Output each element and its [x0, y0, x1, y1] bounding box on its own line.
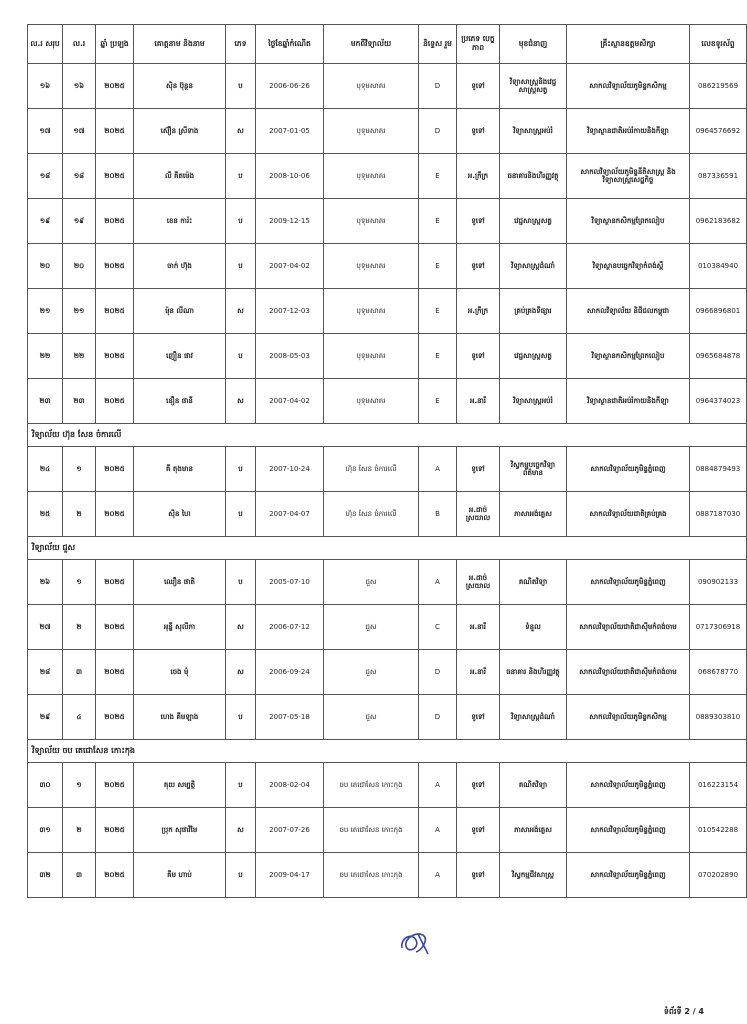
cell-sex: ប: [226, 492, 256, 537]
cell-grade: A: [419, 560, 457, 605]
cell-candidate-type: អ.នារី: [457, 605, 500, 650]
cell-phone: 016223154: [690, 763, 747, 808]
cell-grade: E: [419, 289, 457, 334]
cell-school: បុទុមសាគរ: [324, 109, 419, 154]
col-school: មកពីវិទ្យាល័យ: [324, 25, 419, 64]
cell-sex: ស: [226, 289, 256, 334]
cell-phone: 0964576692: [690, 109, 747, 154]
cell-row-no: ២០: [63, 244, 96, 289]
cell-row-no: ១: [63, 447, 96, 492]
cell-phone: 0962183682: [690, 199, 747, 244]
cell-grade: C: [419, 605, 457, 650]
cell-row-no: ១៦: [63, 64, 96, 109]
table-row: [28, 492, 747, 537]
cell-row-no: ១: [63, 763, 96, 808]
col-grade: និទ្ទេស រួម: [419, 25, 457, 64]
cell-phone: 0884879493: [690, 447, 747, 492]
cell-total-no: ១៩: [28, 199, 63, 244]
col-dob: ថ្ងៃខែឆ្នាំកំណើត: [256, 25, 324, 64]
col-name: គោត្តនាម និងនាម: [134, 25, 226, 64]
cell-row-no: ២១: [63, 289, 96, 334]
col-exam-year: ឆ្នាំ ប្រឡង: [96, 25, 134, 64]
cell-row-no: ៣: [63, 650, 96, 695]
table-row: [28, 199, 747, 244]
cell-phone: 0889303810: [690, 695, 747, 740]
page-number: ទំព័រទី 2 / 4: [663, 1007, 704, 1016]
cell-birth-date: 2007-10-24: [256, 447, 324, 492]
cell-total-no: ៣២: [28, 853, 63, 898]
cell-birth-date: 2008-05-03: [256, 334, 324, 379]
cell-sex: ប: [226, 853, 256, 898]
cell-phone: 010542288: [690, 808, 747, 853]
cell-birth-date: 2007-12-03: [256, 289, 324, 334]
cell-exam-year: ២០២៥: [96, 379, 134, 424]
cell-phone: 087336591: [690, 154, 747, 199]
table-row: [28, 650, 747, 695]
cell-institution: វិទ្យាស្ថានជាតិអប់រំកាយនិងកីឡា: [567, 379, 690, 424]
scholarship-table: [27, 24, 747, 898]
cell-candidate-type: អ.ក្រីក្រ: [457, 289, 500, 334]
cell-exam-year: ២០២៥: [96, 853, 134, 898]
cell-candidate-type: ទូទៅ: [457, 64, 500, 109]
cell-student-name: ញឿន ផាវ: [134, 334, 226, 379]
table-row: [28, 695, 747, 740]
cell-school: បុទុមសាគរ: [324, 334, 419, 379]
cell-candidate-type: អ.នារី: [457, 379, 500, 424]
cell-birth-date: 2008-10-06: [256, 154, 324, 199]
cell-student-name: ឈឿន ផាតិ: [134, 560, 226, 605]
cell-school: ជួស: [324, 650, 419, 695]
cell-institution: សាកលវិទ្យាល័យជាតិគ្រប់គ្រង: [567, 492, 690, 537]
cell-school: បុទុមសាគរ: [324, 199, 419, 244]
cell-candidate-type: ទូទៅ: [457, 109, 500, 154]
cell-phone: 010384940: [690, 244, 747, 289]
cell-birth-date: 2007-07-26: [256, 808, 324, 853]
table-row: [28, 334, 747, 379]
cell-total-no: ១៨: [28, 154, 63, 199]
signature-mark: [398, 928, 432, 958]
cell-birth-date: 2006-09-24: [256, 650, 324, 695]
cell-birth-date: 2007-04-02: [256, 379, 324, 424]
col-institution: គ្រឹះស្ថានឧត្តមសិក្សា: [567, 25, 690, 64]
section-row: [28, 740, 747, 763]
cell-grade: A: [419, 447, 457, 492]
cell-student-name: ស៊ិន ប៊ុន្ថន: [134, 64, 226, 109]
cell-candidate-type: អ.ដាច់ស្រយាល: [457, 492, 500, 537]
cell-total-no: ២១: [28, 289, 63, 334]
cell-institution: សាកលវិទ្យាល័យភូមិន្ទភ្នំពេញ: [567, 560, 690, 605]
cell-phone: 0964374023: [690, 379, 747, 424]
cell-total-no: ២៧: [28, 605, 63, 650]
cell-major: វិស្វកម្មបច្ចេកវិទ្យាព័ត៌មាន: [500, 447, 567, 492]
cell-student-name: គីម ហាប់: [134, 853, 226, 898]
cell-student-name: អុន្នី សុលីកា: [134, 605, 226, 650]
cell-major: ភាសាអង់គ្លេស: [500, 808, 567, 853]
cell-school: ជួស: [324, 695, 419, 740]
cell-grade: A: [419, 763, 457, 808]
cell-institution: សាកលវិទ្យាល័យ និជីជលកម្ពុជា: [567, 289, 690, 334]
cell-sex: ប: [226, 199, 256, 244]
cell-major: គណិតវិទ្យា: [500, 560, 567, 605]
table-row: [28, 154, 747, 199]
table-header-row: [28, 25, 747, 64]
cell-school: ជួស: [324, 605, 419, 650]
cell-exam-year: ២០២៥: [96, 64, 134, 109]
cell-institution: វិទ្យាស្ថានជាតិអប់រំកាយនិងកីឡា: [567, 109, 690, 154]
table-row: [28, 379, 747, 424]
cell-grade: E: [419, 334, 457, 379]
cell-phone: 070202890: [690, 853, 747, 898]
cell-row-no: ៤: [63, 695, 96, 740]
cell-student-name: គុយ សម្បត្តិ: [134, 763, 226, 808]
cell-grade: E: [419, 244, 457, 289]
cell-exam-year: ២០២៥: [96, 289, 134, 334]
table-row: [28, 808, 747, 853]
cell-major: ភាសាអង់គ្លេស: [500, 492, 567, 537]
cell-sex: ស: [226, 379, 256, 424]
table-row: [28, 763, 747, 808]
cell-row-no: ២: [63, 492, 96, 537]
cell-sex: ប: [226, 244, 256, 289]
cell-birth-date: 2006-07-12: [256, 605, 324, 650]
cell-institution: សាកលវិទ្យាល័យភូមិន្ទកសិកម្ម: [567, 64, 690, 109]
col-no: ល.រ: [63, 25, 96, 64]
cell-exam-year: ២០២៥: [96, 334, 134, 379]
cell-exam-year: ២០២៥: [96, 199, 134, 244]
cell-student-name: លី គីតម៉េង: [134, 154, 226, 199]
cell-school: ចប តេជោសែន កោះកុង: [324, 808, 419, 853]
cell-sex: ប: [226, 560, 256, 605]
cell-total-no: ១៧: [28, 109, 63, 154]
cell-student-name: ហេង គីមឡាង: [134, 695, 226, 740]
table-row: [28, 64, 747, 109]
cell-institution: សាកលវិទ្យាល័យភូមិន្ទកសិកម្ម: [567, 695, 690, 740]
cell-candidate-type: ទូទៅ: [457, 695, 500, 740]
cell-row-no: ២៣: [63, 379, 96, 424]
cell-birth-date: 2009-04-17: [256, 853, 324, 898]
cell-sex: ស: [226, 808, 256, 853]
cell-major: វិទ្យាសាស្ត្រដំណាំ: [500, 244, 567, 289]
cell-institution: វិទ្យាស្ថានកសិកម្មព្រែកលៀប: [567, 334, 690, 379]
cell-sex: ប: [226, 334, 256, 379]
cell-row-no: ២: [63, 605, 96, 650]
cell-major: វេជ្ជសាស្ត្រសត្វ: [500, 334, 567, 379]
section-title: វិទ្យាល័យ ហ៊ុន សែន ចំការលើ: [28, 424, 747, 447]
cell-exam-year: ២០២៥: [96, 447, 134, 492]
table-row: [28, 447, 747, 492]
cell-major: គណិតវិទ្យា: [500, 763, 567, 808]
cell-institution: វិទ្យាស្ថានបច្ចេកវិទ្យាកំពង់ស្ពឺ: [567, 244, 690, 289]
cell-total-no: ២៨: [28, 650, 63, 695]
cell-student-name: ខេន ការ៉ះ: [134, 199, 226, 244]
section-row: [28, 424, 747, 447]
cell-exam-year: ២០២៥: [96, 650, 134, 695]
cell-birth-date: 2007-04-07: [256, 492, 324, 537]
cell-institution: សាកលវិទ្យាល័យភូមិន្ទភ្នំពេញ: [567, 853, 690, 898]
col-major: មុខជំនាញ: [500, 25, 567, 64]
cell-total-no: ១៦: [28, 64, 63, 109]
cell-institution: សាកលវិទ្យាល័យជាតិជាស៊ីមកំពង់ចាម: [567, 650, 690, 695]
cell-exam-year: ២០២៥: [96, 763, 134, 808]
cell-major: វិទ្យាសាស្ត្រនិងវេជ្ជសាស្ត្រសត្វ: [500, 64, 567, 109]
cell-candidate-type: ទូទៅ: [457, 199, 500, 244]
cell-school: បុទុមសាគរ: [324, 289, 419, 334]
cell-row-no: ១៨: [63, 154, 96, 199]
cell-birth-date: 2006-06-26: [256, 64, 324, 109]
cell-student-name: ស៊ិន ហៃ: [134, 492, 226, 537]
cell-row-no: ១៩: [63, 199, 96, 244]
cell-major: វិស្វកម្មជីវសាស្ត្រ: [500, 853, 567, 898]
cell-grade: D: [419, 109, 457, 154]
cell-birth-date: 2007-05-18: [256, 695, 324, 740]
col-total-no: ល.រ សរុប: [28, 25, 63, 64]
cell-grade: D: [419, 695, 457, 740]
cell-institution: សាកលវិទ្យាល័យភូមិន្ទភ្នំពេញ: [567, 763, 690, 808]
cell-institution: សាកលវិទ្យាល័យភូមិន្ទភ្នំពេញ: [567, 447, 690, 492]
cell-student-name: ចាក់ ហ៊ុង: [134, 244, 226, 289]
section-title: វិទ្យាល័យ ជួស: [28, 537, 747, 560]
cell-grade: B: [419, 492, 457, 537]
cell-sex: ប: [226, 154, 256, 199]
cell-school: ជួស: [324, 560, 419, 605]
cell-major: ធនាគារនិងហិរញ្ញវត្ថុ: [500, 154, 567, 199]
cell-grade: D: [419, 64, 457, 109]
cell-grade: D: [419, 650, 457, 695]
cell-grade: A: [419, 808, 457, 853]
cell-student-name: ម៉ុន លីណា: [134, 289, 226, 334]
cell-phone: 0966896801: [690, 289, 747, 334]
cell-major: វិទ្យាសាស្ត្រដំណាំ: [500, 695, 567, 740]
cell-phone: 090902133: [690, 560, 747, 605]
cell-candidate-type: អ.ដាច់ស្រយាល: [457, 560, 500, 605]
cell-student-name: ចេង មុំ: [134, 650, 226, 695]
cell-exam-year: ២០២៥: [96, 154, 134, 199]
cell-exam-year: ២០២៥: [96, 560, 134, 605]
cell-major: ទំនួល: [500, 605, 567, 650]
cell-total-no: ២០: [28, 244, 63, 289]
cell-total-no: ២៩: [28, 695, 63, 740]
cell-institution: សាកលវិទ្យាល័យភូមិន្ទភ្នំពេញ: [567, 808, 690, 853]
table-row: [28, 560, 747, 605]
col-sex: ភេទ: [226, 25, 256, 64]
cell-birth-date: 2007-01-05: [256, 109, 324, 154]
cell-total-no: ៣១: [28, 808, 63, 853]
cell-total-no: ២៦: [28, 560, 63, 605]
cell-birth-date: 2005-07-10: [256, 560, 324, 605]
cell-phone: 0717306918: [690, 605, 747, 650]
cell-grade: E: [419, 199, 457, 244]
cell-sex: ប: [226, 695, 256, 740]
cell-exam-year: ២០២៥: [96, 109, 134, 154]
cell-student-name: ប្រុក សុផាវិមៃ: [134, 808, 226, 853]
cell-birth-date: 2008-02-04: [256, 763, 324, 808]
cell-phone: 0965684878: [690, 334, 747, 379]
section-row: [28, 537, 747, 560]
cell-grade: A: [419, 853, 457, 898]
cell-birth-date: 2009-12-15: [256, 199, 324, 244]
col-phone: លេខទូរស័ព្ទ: [690, 25, 747, 64]
cell-major: ធនាគារ និងហិរញ្ញវត្ថុ: [500, 650, 567, 695]
cell-exam-year: ២០២៥: [96, 244, 134, 289]
cell-major: វេជ្ជសាស្ត្រសត្វ: [500, 199, 567, 244]
cell-sex: ស: [226, 650, 256, 695]
cell-school: ហ៊ុន សែន ចំការលើ: [324, 492, 419, 537]
cell-major: វិទ្យាសាស្ត្រអប់រំ: [500, 379, 567, 424]
cell-institution: សាកលវិទ្យាល័យជាតិជាស៊ីមកំពង់ចាម: [567, 605, 690, 650]
cell-institution: វិទ្យាស្ថានកសិកម្មព្រែកលៀប: [567, 199, 690, 244]
cell-student-name: ស៊ឿន ស្រីទាង: [134, 109, 226, 154]
cell-student-name: នឿន ផានី: [134, 379, 226, 424]
cell-total-no: ២២: [28, 334, 63, 379]
table-row: [28, 853, 747, 898]
cell-grade: E: [419, 379, 457, 424]
cell-exam-year: ២០២៥: [96, 808, 134, 853]
cell-institution: សាកលវិទ្យាល័យភូមិន្ទនីតិសាស្ត្រ និងវិទ្យាសាស្ត្រសេដ្ឋកិច្ច: [567, 154, 690, 199]
cell-student-name: គី តុងមាន: [134, 447, 226, 492]
cell-phone: 068678770: [690, 650, 747, 695]
table-row: [28, 605, 747, 650]
table-row: [28, 109, 747, 154]
cell-candidate-type: ទូទៅ: [457, 763, 500, 808]
cell-sex: ស: [226, 109, 256, 154]
cell-sex: ស: [226, 605, 256, 650]
cell-exam-year: ២០២៥: [96, 605, 134, 650]
cell-phone: 0887187030: [690, 492, 747, 537]
cell-row-no: ២: [63, 808, 96, 853]
cell-school: ហ៊ុន សែន ចំការលើ: [324, 447, 419, 492]
cell-candidate-type: ទូទៅ: [457, 447, 500, 492]
cell-exam-year: ២០២៥: [96, 492, 134, 537]
table-row: [28, 244, 747, 289]
section-title: វិទ្យាល័យ ចប តេជោសែន កោះកុង: [28, 740, 747, 763]
cell-school: បុទុមសាគរ: [324, 244, 419, 289]
cell-total-no: ២៥: [28, 492, 63, 537]
cell-row-no: ១៧: [63, 109, 96, 154]
cell-phone: 086219569: [690, 64, 747, 109]
cell-row-no: ១: [63, 560, 96, 605]
cell-sex: ប: [226, 447, 256, 492]
cell-candidate-type: អ.ក្រីក្រ: [457, 154, 500, 199]
cell-total-no: ៣០: [28, 763, 63, 808]
cell-major: គ្រប់គ្រងទីផ្សារ: [500, 289, 567, 334]
cell-candidate-type: អ.នារី: [457, 650, 500, 695]
table-row: [28, 289, 747, 334]
cell-sex: ប: [226, 763, 256, 808]
cell-total-no: ២៤: [28, 447, 63, 492]
cell-school: បុទុមសាគរ: [324, 154, 419, 199]
cell-candidate-type: ទូទៅ: [457, 808, 500, 853]
cell-exam-year: ២០២៥: [96, 695, 134, 740]
cell-school: ចប តេជោសែន កោះកុង: [324, 763, 419, 808]
col-category: ប្រភេទ បេក្ខភាព: [457, 25, 500, 64]
cell-row-no: ៣: [63, 853, 96, 898]
cell-sex: ប: [226, 64, 256, 109]
cell-candidate-type: ទូទៅ: [457, 853, 500, 898]
cell-row-no: ២២: [63, 334, 96, 379]
cell-candidate-type: ទូទៅ: [457, 244, 500, 289]
cell-grade: E: [419, 154, 457, 199]
cell-school: ចប តេជោសែន កោះកុង: [324, 853, 419, 898]
cell-candidate-type: ទូទៅ: [457, 334, 500, 379]
cell-total-no: ២៣: [28, 379, 63, 424]
cell-birth-date: 2007-04-02: [256, 244, 324, 289]
cell-school: បុទុមសាគរ: [324, 64, 419, 109]
cell-major: វិទ្យាសាស្ត្រអប់រំ: [500, 109, 567, 154]
cell-school: បុទុមសាគរ: [324, 379, 419, 424]
